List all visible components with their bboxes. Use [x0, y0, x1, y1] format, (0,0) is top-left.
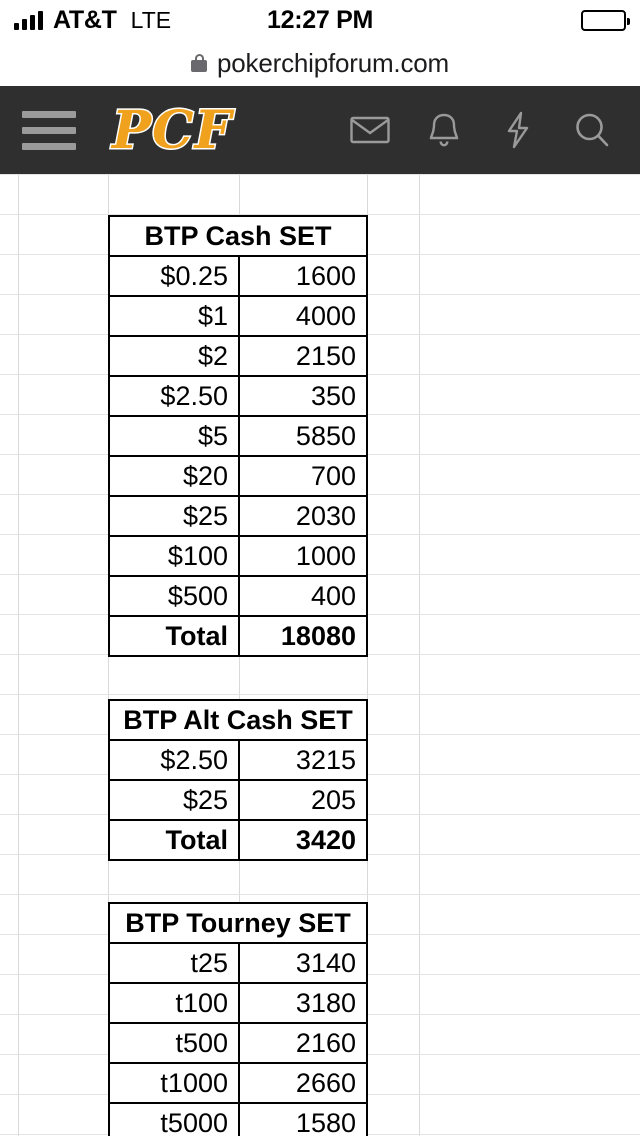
table-row	[109, 700, 367, 740]
denomination-cell: $500	[109, 576, 239, 616]
table-row	[109, 903, 367, 943]
network-type-label: LTE	[130, 6, 172, 33]
ios-status-bar	[0, 0, 640, 40]
grid-line	[18, 174, 19, 1136]
denomination-cell: $100	[109, 536, 239, 576]
denomination-cell: $2	[109, 336, 239, 376]
table-row	[109, 456, 367, 496]
table-row	[109, 1103, 367, 1136]
quantity-cell: 5850	[239, 416, 367, 456]
grid-line	[0, 174, 640, 175]
table-row	[109, 336, 367, 376]
denomination-cell: $2.50	[109, 740, 239, 780]
table-row	[109, 256, 367, 296]
table-row	[109, 780, 367, 820]
set-title: BTP Cash SET	[109, 216, 367, 256]
denomination-cell: t500	[109, 1023, 239, 1063]
table-row-total	[109, 616, 367, 656]
quantity-cell: 3215	[239, 740, 367, 780]
set-title: BTP Tourney SET	[109, 903, 367, 943]
denomination-cell: $25	[109, 496, 239, 536]
quantity-cell: 1600	[239, 256, 367, 296]
mail-icon[interactable]	[350, 110, 390, 150]
table-row	[109, 296, 367, 336]
table-row	[109, 943, 367, 983]
total-label: Total	[109, 616, 239, 656]
quantity-cell: 700	[239, 456, 367, 496]
denomination-cell: $25	[109, 780, 239, 820]
table-row	[109, 576, 367, 616]
bolt-icon[interactable]	[498, 110, 538, 150]
total-label: Total	[109, 820, 239, 860]
chip-set-table-1	[108, 699, 368, 861]
quantity-cell: 4000	[239, 296, 367, 336]
total-value: 18080	[239, 616, 367, 656]
denomination-cell: $2.50	[109, 376, 239, 416]
table-row	[109, 536, 367, 576]
url-text: pokerchipforum.com	[217, 47, 449, 78]
bell-icon[interactable]	[424, 110, 464, 150]
table-row-total	[109, 820, 367, 860]
table-row	[109, 496, 367, 536]
table-row	[109, 216, 367, 256]
lock-icon	[191, 53, 207, 73]
grid-line	[0, 894, 640, 895]
status-bar-clock: 12:27 PM	[267, 5, 373, 34]
quantity-cell: 2160	[239, 1023, 367, 1063]
table-row	[109, 376, 367, 416]
status-bar-right	[581, 10, 626, 31]
quantity-cell: 400	[239, 576, 367, 616]
hamburger-menu-icon[interactable]	[22, 111, 76, 150]
quantity-cell: 350	[239, 376, 367, 416]
denomination-cell: $20	[109, 456, 239, 496]
quantity-cell: 3180	[239, 983, 367, 1023]
quantity-cell: 1580	[239, 1103, 367, 1136]
grid-line	[419, 174, 420, 1136]
set-title: BTP Alt Cash SET	[109, 700, 367, 740]
denomination-cell: t5000	[109, 1103, 239, 1136]
quantity-cell: 2150	[239, 336, 367, 376]
search-icon[interactable]	[572, 110, 612, 150]
denomination-cell: $0.25	[109, 256, 239, 296]
site-header	[0, 86, 640, 174]
quantity-cell: 3140	[239, 943, 367, 983]
quantity-cell: 1000	[239, 536, 367, 576]
quantity-cell: 205	[239, 780, 367, 820]
denomination-cell: $1	[109, 296, 239, 336]
header-icon-group	[350, 110, 618, 150]
quantity-cell: 2660	[239, 1063, 367, 1103]
table-row	[109, 416, 367, 456]
denomination-cell: t100	[109, 983, 239, 1023]
table-row	[109, 1023, 367, 1063]
table-row	[109, 740, 367, 780]
site-logo[interactable]: PCF	[112, 99, 233, 161]
spreadsheet-viewport[interactable]	[0, 174, 640, 1136]
carrier-label: AT&T	[53, 5, 117, 34]
grid-line	[0, 694, 640, 695]
quantity-cell: 2030	[239, 496, 367, 536]
chip-set-table-0	[108, 215, 368, 657]
chip-set-table-2	[108, 902, 368, 1136]
denomination-cell: t25	[109, 943, 239, 983]
table-row	[109, 1063, 367, 1103]
battery-icon	[581, 10, 626, 31]
denomination-cell: $5	[109, 416, 239, 456]
browser-url-bar[interactable]	[0, 40, 640, 86]
denomination-cell: t1000	[109, 1063, 239, 1103]
table-row	[109, 983, 367, 1023]
total-value: 3420	[239, 820, 367, 860]
